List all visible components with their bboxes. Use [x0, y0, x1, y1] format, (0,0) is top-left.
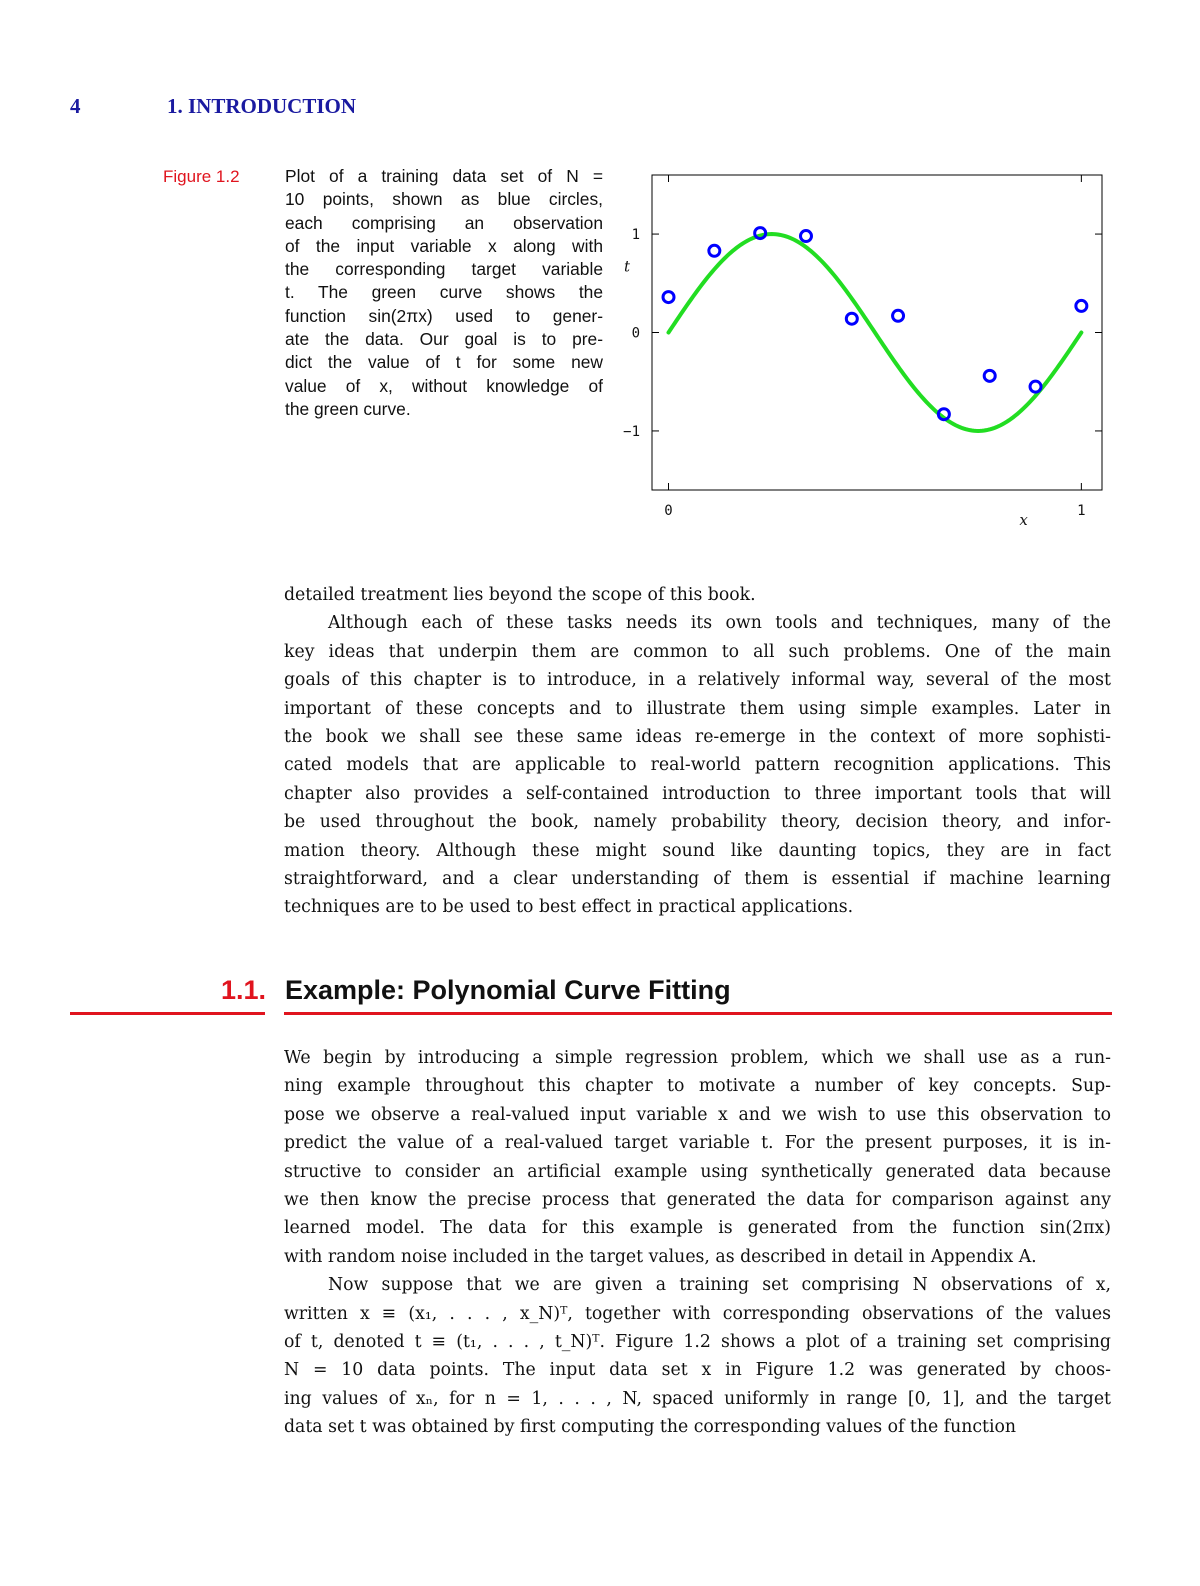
paragraph-line: N = 10 data points. The input data set x in Figure 1.2 was generated by choos- — [284, 1360, 1111, 1381]
body-text-top — [284, 581, 1111, 922]
data-point — [1030, 381, 1041, 392]
paragraph-line: ning example throughout this chapter to motivate a number of key concepts. Sup- — [284, 1076, 1111, 1097]
paragraph-line: mation theory. Although these might sound like daunting topics, they are in fact — [284, 840, 1111, 861]
caption-line: each comprising an observation — [285, 212, 603, 233]
y-axis-label: t — [623, 257, 631, 276]
paragraph-line: cated models that are applicable to real-world pattern recognition applications. This — [284, 755, 1111, 776]
paragraph-line: we then know the precise process that generated the data for comparison against any — [284, 1189, 1111, 1210]
section-rule-right — [284, 1012, 1112, 1015]
paragraph-line: detailed treatment lies beyond the scope of this book. — [284, 585, 756, 605]
running-head — [70, 94, 670, 122]
caption-line: of the input variable x along with — [285, 235, 603, 256]
paragraph-line: be used throughout the book, namely probability theory, decision theory, and infor- — [284, 812, 1111, 833]
paragraph-line: straightforward, and a clear understanding of them is essential if machine learning — [284, 868, 1111, 889]
paragraph-line: the book we shall see these same ideas re-emerge in the context of more sophisti- — [284, 726, 1111, 747]
caption-line: ate the data. Our goal is to pre- — [285, 329, 603, 350]
section-rule-left — [70, 1012, 265, 1015]
figure-label: Figure 1.2 — [163, 167, 240, 186]
paragraph-line: Now suppose that we are given a training set comprising N observations of x, — [328, 1275, 1111, 1296]
paragraph-line: with random noise included in the target values, as described in detail in Appendix A. — [284, 1246, 1037, 1267]
paragraph-line: data set t was obtained by first computing the corresponding values of the function — [284, 1417, 1017, 1438]
caption-line: the green curve. — [285, 398, 411, 419]
caption-line: t. The green curve shows the — [285, 282, 603, 303]
chapter-title: 1. INTRODUCTION — [167, 94, 357, 118]
paragraph-line: We begin by introducing a simple regression problem, which we shall use as a run- — [284, 1048, 1111, 1068]
paragraph-line: key ideas that underpin them are common to all such problems. One of the main — [284, 641, 1111, 662]
data-point — [1076, 300, 1087, 311]
caption-line: 10 points, shown as blue circles, — [285, 189, 603, 210]
section-number: 1.1. — [220, 975, 266, 1005]
paragraph-line: chapter also provides a self-contained introduction to three important tools that will — [284, 783, 1111, 804]
section-title: Example: Polynomial Curve Fitting — [285, 975, 731, 1005]
data-point — [800, 231, 811, 242]
paragraph-line: predict the value of a real-valued target variable t. For the present purposes, it is in- — [284, 1133, 1111, 1154]
paragraph-line: ing values of xₙ, for n = 1, . . . , N, spaced uniformly in range [0, 1], and the target — [284, 1388, 1111, 1409]
page-number: 4 — [70, 94, 81, 118]
paragraph-line: Although each of these tasks needs its own tools and techniques, many of the — [328, 613, 1111, 634]
data-point — [846, 313, 857, 324]
figure-plot — [610, 160, 1120, 535]
data-point — [984, 370, 995, 381]
body-text-bottom — [284, 1044, 1111, 1441]
paragraph-line: pose we observe a real-valued input variable x and we wish to use this observation to — [284, 1104, 1111, 1125]
y-tick-label: −1 — [623, 423, 640, 440]
sine-curve — [669, 234, 1082, 431]
caption-line: Plot of a training data set of N = — [285, 166, 603, 186]
y-tick-label: 1 — [631, 227, 640, 244]
figure-caption — [285, 165, 603, 421]
data-point — [663, 292, 674, 303]
caption-line: value of x, without knowledge of — [285, 375, 603, 396]
x-tick-label: 0 — [664, 503, 673, 519]
caption-line: function sin(2πx) used to gener- — [285, 305, 603, 326]
caption-line: dict the value of t for some new — [285, 352, 603, 373]
paragraph-line: written x ≡ (x₁, . . . , x_N)ᵀ, together with corresponding observations of the values — [284, 1303, 1111, 1324]
paragraph-line: goals of this chapter is to introduce, in a relatively informal way, several of the most — [284, 670, 1111, 691]
x-tick-label: 1 — [1077, 503, 1086, 519]
data-point — [709, 245, 720, 256]
paragraph-line: structive to consider an artificial example using synthetically generated data because — [284, 1161, 1111, 1182]
scatter-chart — [610, 160, 1120, 535]
caption-line: the corresponding target variable — [285, 259, 603, 280]
paragraph-line: important of these concepts and to illustrate them using simple examples. Later in — [284, 698, 1111, 719]
paragraph-line: learned model. The data for this example is generated from the function sin(2πx) — [284, 1218, 1111, 1239]
x-axis-label: x — [1019, 511, 1028, 529]
data-point — [893, 310, 904, 321]
paragraph-line: of t, denoted t ≡ (t₁, . . . , t_N)ᵀ. Figure 1.2 shows a plot of a training set comprising — [284, 1331, 1111, 1352]
paragraph-line: techniques are to be used to best effect in practical applications. — [284, 897, 854, 918]
y-tick-label: 0 — [631, 325, 640, 342]
